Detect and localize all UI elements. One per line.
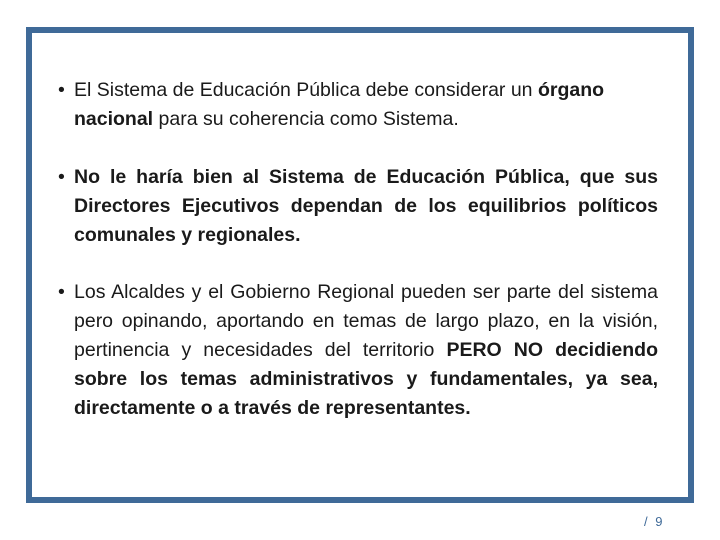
bullet-item-1 bbox=[48, 76, 658, 134]
bullet-dot: • bbox=[58, 79, 65, 101]
bullet-text bbox=[74, 163, 658, 250]
bullet-dot: • bbox=[58, 281, 65, 303]
bullet-dot: • bbox=[58, 166, 65, 188]
bullet-item-3 bbox=[48, 278, 658, 423]
bullet-item-2 bbox=[48, 163, 658, 250]
bullet-text bbox=[74, 278, 658, 423]
page-number: / 9 bbox=[644, 514, 665, 529]
bullet-text bbox=[74, 76, 658, 134]
bold-text-run: órgano nacional bbox=[74, 79, 605, 130]
text-run: para su coherencia como Sistema. bbox=[153, 108, 459, 130]
bold-text-run: No le haría bien al Sistema de Educación Pública, que sus Directores Ejecutivos dependan de los equilibrios políticos comunales y regionales. bbox=[74, 166, 658, 246]
bold-text-run: PERO NO decidiendo sobre los temas administrativos y fundamentales, ya sea, directamente o a través de representantes. bbox=[74, 339, 658, 419]
text-run: El Sistema de Educación Pública debe considerar un bbox=[74, 79, 538, 101]
text-run: Los Alcaldes y el Gobierno Regional pueden ser parte del sistema pero opinando, aportando en temas de largo plazo, en la visión, pertinencia y necesidades del territorio bbox=[74, 281, 658, 361]
